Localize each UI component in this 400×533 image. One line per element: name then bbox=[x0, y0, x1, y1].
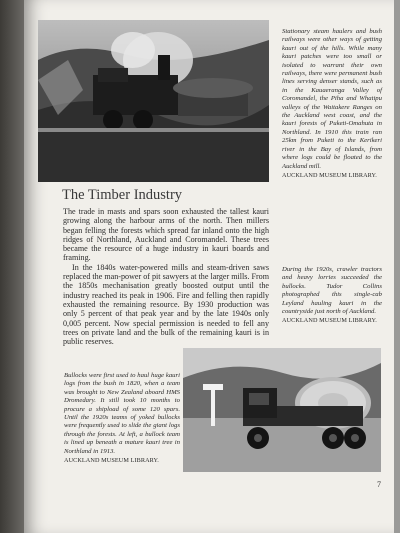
crawler-tractors-caption-text: During the 1920s, crawler tractors and heavy lorries succeeded the bullocks. Tudor Collins photographed this single-cab Leyland hauling kauri in the countryside just north of Auckland. bbox=[282, 266, 382, 316]
article-body bbox=[63, 207, 269, 346]
logging-truck-photo bbox=[183, 348, 381, 472]
book-page bbox=[24, 0, 394, 533]
page-number: 7 bbox=[377, 480, 381, 489]
crawler-tractors-caption bbox=[282, 266, 382, 326]
crawler-tractors-credit: AUCKLAND MUSEUM LIBRARY. bbox=[282, 317, 377, 325]
steam-haulers-credit: AUCKLAND MUSEUM LIBRARY. bbox=[282, 171, 377, 179]
steam-haulers-caption bbox=[282, 28, 382, 180]
bullocks-caption bbox=[64, 372, 180, 465]
steam-train-photo bbox=[38, 20, 269, 182]
article-paragraph: In the 1840s water-powered mills and steam-driven saws replaced the man-power of pit sawyers at the larger mills. From the 1850s mechanisation greatly boosted output until the industry reached its peak in 1906. Fire and felling then rapidly exhausted the remaining resource. By 1930 production was only 5 percent of that peak year and by the late 1940s only 0,005 percent. Now special permission is needed to fell any trees on private land and the bulk of the remaining kauri is in public reserves. bbox=[63, 262, 269, 347]
bullocks-caption-text: Bullocks were first used to haul huge kauri logs from the bush in 1820, when a team was brought to New Zealand aboard HMS Dromedary. It still took 10 months to procure a shipload of some 120 spars. Until the 1920s teams of yoked bullocks were frequently used to slide the giant logs through the forests. At left, a bullock team is lined up beneath a mature kauri tree in Northland in 1913. bbox=[64, 372, 180, 455]
article-heading: The Timber Industry bbox=[62, 187, 183, 203]
steam-haulers-caption-text: Stationary steam haulers and bush railways were other ways of getting kauri out of the hills. While many kauri patches were too small or isolated to warrant their own railways, there were permanent bush lines serving denser stands, such as in the Kauaeranga Valley of Coromandel, the Piha and Whatipu valleys of the Waitakere Ranges on the Auckland west coast, and the kauri forests of Puketi-Omahuta in Northland. In 1910 this train ran 25km from Puketi to the Kerikeri river in the Bay of Islands, from where logs could be floated to the Auckland mill. bbox=[282, 28, 382, 170]
article-paragraph: The trade in masts and spars soon exhausted the tallest kauri growing along the harbour arms of the north. Then millers began felling the forests which spread far inland onto the high ridges of Northland, Auckland and Coromandel. These trees became the resource of a huge industry in kauri boards and framing. bbox=[63, 207, 269, 263]
bullocks-credit: AUCKLAND MUSEUM LIBRARY. bbox=[64, 457, 159, 465]
